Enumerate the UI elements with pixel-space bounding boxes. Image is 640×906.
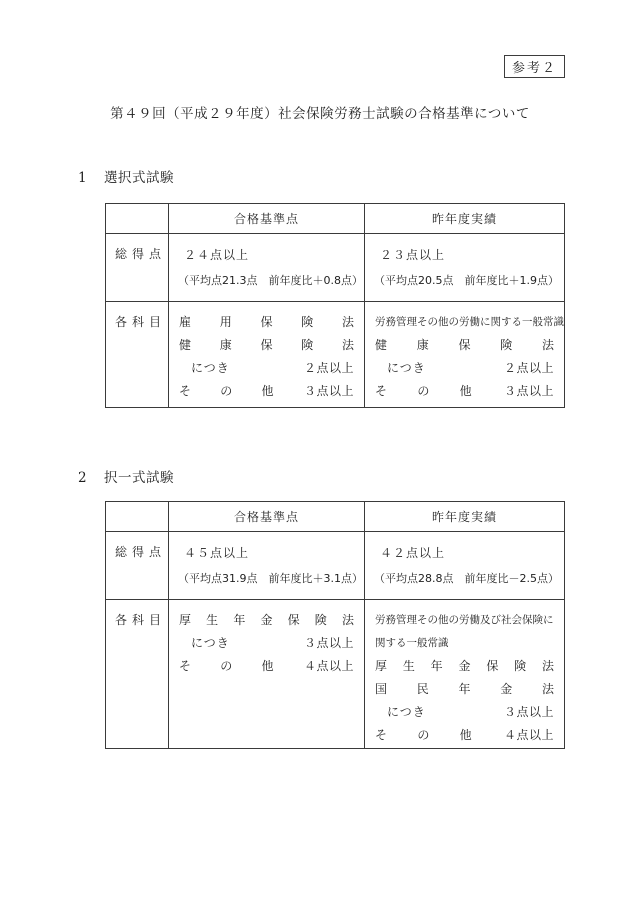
law-name-line: 健 康 保 険 法 [375, 338, 554, 352]
selection-exam-table [105, 203, 565, 408]
condition-label: そ の 他 [179, 384, 274, 398]
each-subject-row [106, 302, 565, 408]
t2-subj-pass-cell [169, 600, 365, 749]
law-name-line: 国 民 年 金 法 [375, 682, 554, 696]
header-lastyear-cell: 昨年度実績 [365, 204, 565, 234]
condition-score: ２点以上 [303, 361, 354, 375]
each-subject-label: 各 科 目 [115, 315, 161, 329]
law-name-line: 厚 生 年 金 保 険 法 [179, 613, 354, 627]
condition-score: ２点以上 [503, 361, 554, 375]
section-1-heading [78, 166, 174, 186]
t1-total-pass-score: ２４点以上 [184, 248, 250, 262]
t2-total-pass-cell [169, 532, 365, 600]
header-pass-cell: 合格基準点 [169, 502, 365, 532]
table-header-row [106, 502, 565, 532]
condition-label: につき [191, 361, 230, 375]
t1-total-pass-detail: （平均点21.3点 前年度比＋0.8点） [178, 274, 363, 287]
each-subject-label-cell [106, 302, 169, 408]
t2-total-last-detail: （平均点28.8点 前年度比－2.5点） [374, 572, 559, 585]
header-lastyear-cell: 昨年度実績 [365, 502, 565, 532]
each-subject-label: 各 科 目 [115, 613, 161, 627]
t1-total-pass-cell [169, 234, 365, 302]
condition-score: ３点以上 [303, 636, 354, 650]
general-knowledge-note: 労務管理その他の労働に関する一般常識 [375, 316, 564, 328]
t2-total-last-cell [365, 532, 565, 600]
law-name-line: 雇 用 保 険 法 [179, 315, 354, 329]
section-2-number: 2 [78, 470, 88, 486]
section-2-heading [78, 466, 174, 486]
each-subject-label-cell [106, 600, 169, 749]
table-header-row [106, 204, 565, 234]
each-subject-row [106, 600, 565, 749]
t2-total-last-score: ４２点以上 [380, 546, 446, 560]
total-score-label: 総 得 点 [115, 545, 161, 559]
law-name-line: 健 康 保 険 法 [179, 338, 354, 352]
general-knowledge-note: 労務管理その他の労働及び社会保険に [375, 614, 554, 626]
condition-label: そ の 他 [179, 659, 274, 673]
condition-line [375, 701, 554, 724]
total-score-row [106, 234, 565, 302]
reference-label: 参考２ [511, 61, 557, 76]
condition-label: そ の 他 [375, 728, 472, 742]
condition-score: ３点以上 [503, 384, 554, 398]
total-score-label-cell [106, 234, 169, 302]
total-score-label-cell [106, 532, 169, 600]
total-score-label: 総 得 点 [115, 247, 161, 261]
condition-line [179, 655, 354, 678]
header-blank-cell [106, 502, 169, 532]
condition-score: ３点以上 [503, 705, 554, 719]
document-title: 第４９回（平成２９年度）社会保険労務士試験の合格基準について [110, 106, 530, 122]
section-1-number: 1 [78, 170, 88, 186]
t1-subj-pass-cell [169, 302, 365, 408]
general-knowledge-note: 関する一般常識 [375, 637, 449, 649]
law-name-line: 厚 生 年 金 保 険 法 [375, 659, 554, 673]
reference-label-box [504, 55, 565, 78]
total-score-row [106, 532, 565, 600]
condition-line [179, 380, 354, 403]
condition-line [375, 380, 554, 403]
condition-label: につき [387, 705, 426, 719]
t1-total-last-score: ２３点以上 [380, 248, 446, 262]
condition-label: につき [191, 636, 230, 650]
condition-label: そ の 他 [375, 384, 472, 398]
section-1-title: 選択式試験 [104, 170, 174, 186]
t1-total-last-detail: （平均点20.5点 前年度比＋1.9点） [374, 274, 559, 287]
t1-subj-last-cell [365, 302, 565, 408]
header-pass-cell: 合格基準点 [169, 204, 365, 234]
condition-score: ３点以上 [303, 384, 354, 398]
condition-line [375, 357, 554, 380]
condition-line [179, 357, 354, 380]
condition-score: ４点以上 [503, 728, 554, 742]
t2-total-pass-score: ４５点以上 [184, 546, 250, 560]
header-blank-cell [106, 204, 169, 234]
multiple-choice-exam-table [105, 501, 565, 749]
t2-subj-last-cell [365, 600, 565, 749]
condition-line [179, 632, 354, 655]
condition-line [375, 724, 554, 747]
section-2-title: 択一式試験 [104, 470, 174, 486]
condition-score: ４点以上 [303, 659, 354, 673]
t1-total-last-cell [365, 234, 565, 302]
t2-total-pass-detail: （平均点31.9点 前年度比＋3.1点） [178, 572, 363, 585]
condition-label: につき [387, 361, 426, 375]
